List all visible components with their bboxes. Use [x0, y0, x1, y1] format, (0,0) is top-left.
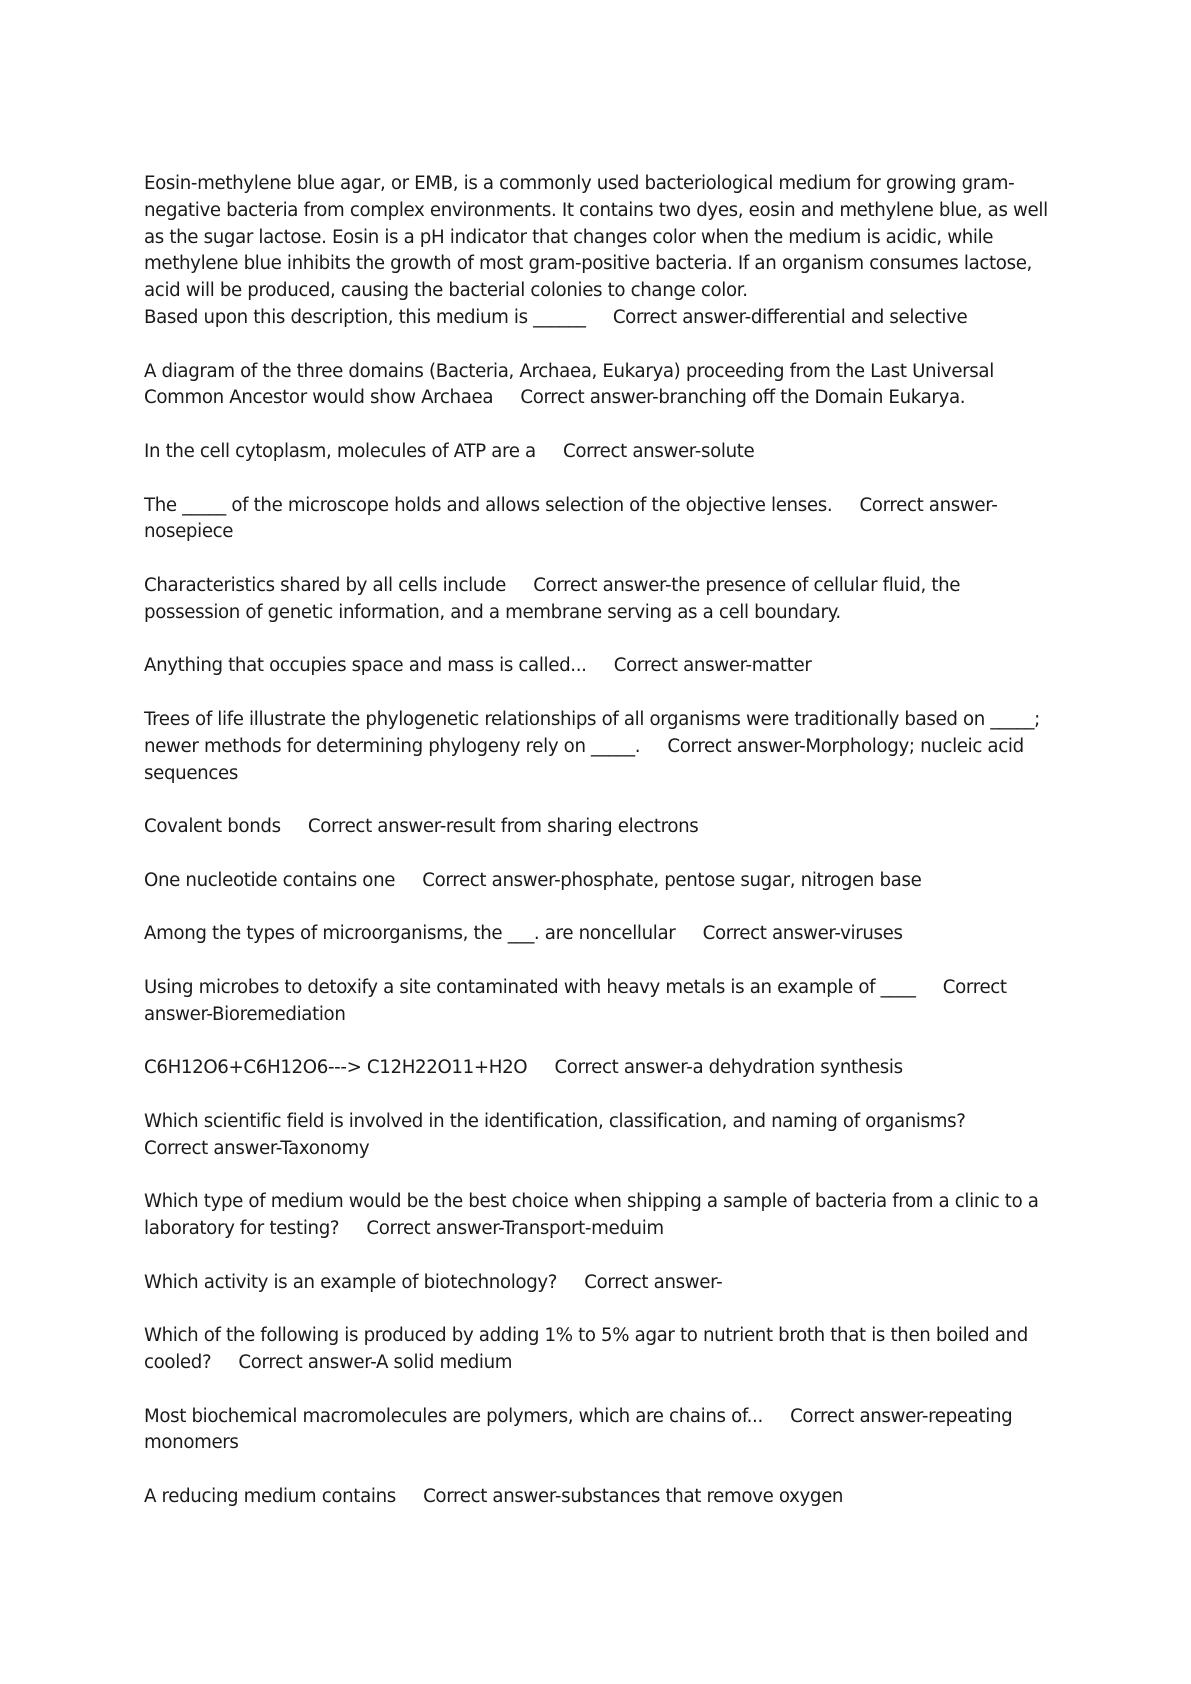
question-text: Most biochemical macromolecules are polymers, which are chains of...	[144, 1405, 763, 1427]
question-text: Characteristics shared by all cells include	[144, 574, 507, 596]
qa-item	[144, 171, 1054, 332]
answer-text: Correct answer-solute	[562, 440, 755, 462]
qa-item	[144, 1484, 1049, 1511]
qa-item	[144, 1404, 1049, 1458]
question-text: Which activity is an example of biotechnology?	[144, 1271, 558, 1293]
answer-text: Correct answer-Transport-meduim	[366, 1218, 664, 1240]
answer-text: Correct answer-differential and selective	[612, 306, 968, 328]
question-text: Covalent bonds	[144, 816, 281, 838]
question-text: Which scientific field is involved in the identification, classification, and naming of organisms?	[144, 1110, 966, 1132]
question-text: C6H12O6+C6H12O6---> C12H22O11+H2O	[144, 1057, 528, 1079]
qa-item	[144, 921, 1049, 948]
question-text: A reducing medium contains	[144, 1486, 396, 1508]
answer-text: Correct answer-	[584, 1271, 723, 1293]
qa-item	[144, 1270, 1049, 1297]
qa-item	[144, 653, 1049, 680]
question-text: Using microbes to detoxify a site contaminated with heavy metals is an example of ____	[144, 976, 916, 998]
qa-item	[144, 814, 1049, 841]
answer-text: Correct answer-A solid medium	[238, 1352, 513, 1374]
answer-text: Correct answer-Morphology; nucleic acid sequences	[144, 735, 1030, 784]
qa-item	[144, 1055, 1049, 1082]
answer-text: Correct answer-a dehydration synthesis	[554, 1057, 903, 1079]
answer-text: Correct answer-result from sharing electrons	[307, 816, 699, 838]
answer-text: Correct answer-substances that remove oxygen	[423, 1486, 844, 1508]
question-text: One nucleotide contains one	[144, 869, 396, 891]
qa-item	[144, 1109, 1049, 1163]
question-text: Which of the following is produced by adding 1% to 5% agar to nutrient broth that is then boiled and cooled?	[144, 1325, 1034, 1374]
question-text: Among the types of microorganisms, the ___. are noncellular	[144, 923, 676, 945]
question-text: The _____ of the microscope holds and allows selection of the objective lenses.	[144, 494, 833, 516]
question-text: Trees of life illustrate the phylogenetic relationships of all organisms were traditionally based on _____; newer methods for determining phylogeny rely on _____.	[144, 708, 1046, 757]
qa-item	[144, 1189, 1049, 1243]
qa-intro-text: Eosin-methylene blue agar, or EMB, is a commonly used bacteriological medium for growing gram-negative bacteria from complex environments. It contains two dyes, eosin and methylene blue, as well as the sugar lactose. Eosin is a pH indicator that changes color when the medium is acidic, while methylene blue inhibits the growth of most gram-positive bacteria. If an organism consumes lactose, acid will be produced, causing the bacterial colonies to change color.	[144, 173, 1054, 302]
answer-text: Correct answer-phosphate, pentose sugar, nitrogen base	[422, 869, 922, 891]
qa-item	[144, 1323, 1049, 1377]
answer-text: Correct answer-nosepiece	[144, 494, 998, 543]
qa-item	[144, 439, 1049, 466]
answer-text: Correct answer-repeating monomers	[144, 1405, 1018, 1454]
qa-item	[144, 493, 1049, 547]
question-text: Which type of medium would be the best choice when shipping a sample of bacteria from a clinic to a laboratory for testing?	[144, 1191, 1045, 1240]
question-text: Based upon this description, this medium is ______	[144, 306, 586, 328]
qa-item	[144, 975, 1049, 1029]
question-text: A diagram of the three domains (Bacteria, Archaea, Eukarya) proceeding from the Last Universal Common Ancestor would show Archaea	[144, 360, 1000, 409]
answer-text: Correct answer-Bioremediation	[144, 976, 1013, 1025]
answer-text: Correct answer-matter	[613, 655, 812, 677]
answer-text: Correct answer-branching off the Domain Eukarya.	[520, 387, 966, 409]
question-text: Anything that occupies space and mass is called...	[144, 655, 587, 677]
qa-list	[144, 171, 1054, 1538]
qa-item	[144, 359, 1049, 413]
question-text: In the cell cytoplasm, molecules of ATP are a	[144, 440, 536, 462]
qa-item	[144, 868, 1049, 895]
answer-text: Correct answer-the presence of cellular fluid, the possession of genetic information, and a membrane serving as a cell boundary.	[144, 574, 966, 623]
answer-text: Correct answer-Taxonomy	[144, 1137, 370, 1159]
answer-text: Correct answer-viruses	[702, 923, 903, 945]
qa-item	[144, 707, 1049, 787]
qa-item	[144, 573, 1049, 627]
